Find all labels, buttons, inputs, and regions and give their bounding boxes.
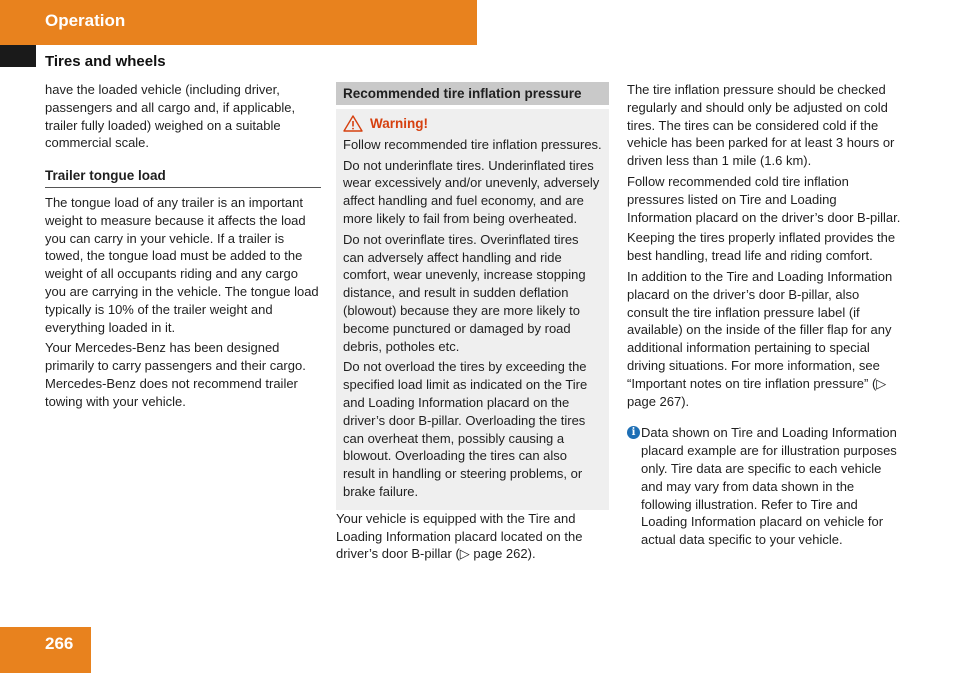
warning-box <box>336 109 609 510</box>
paragraph: In addition to the Tire and Loading Information placard on the driver’s door B-pillar, also consult the tire inflation pressure label (if available) on the inside of the filler flap for any additional information pertaining to special driving situations. For more information, see “Important notes on tire inflation pressure” (▷ page 267). <box>627 268 893 409</box>
warning-paragraph: Follow recommended tire inflation pressures. <box>343 136 602 152</box>
paragraph: Your Mercedes-Benz has been designed primarily to carry passengers and their cargo. Mercedes-Benz does not recommend trailer towing with your vehicle. <box>45 340 306 409</box>
paragraph: The tire inflation pressure should be checked regularly and should only be adjusted on cold tires. The tires can be considered cold if the vehicle has been parked for at least 3 hours or driven less than 1 mile (1.6 km). <box>627 82 895 169</box>
column-left <box>45 81 321 414</box>
section-marker <box>0 45 36 67</box>
section-title: Tires and wheels <box>45 53 166 70</box>
subheading-trailer-tongue-load: Trailer tongue load <box>45 167 321 188</box>
warning-paragraph: Do not overinflate tires. Overinflated tires can adversely affect handling and ride comfort, wear unevenly, increase stopping distance, and result in sudden deflation (blowout) because they are more likely to become punctured or damaged by road debris, potholes etc. <box>343 231 586 354</box>
info-note-text: Data shown on Tire and Loading Information placard example are for illustration purposes only. Tire data are specific to each vehicle and may vary from data shown in the following illustration. Refer to Tire and Loading Information placard on vehicle for actual data specific to your vehicle. <box>641 425 897 548</box>
warning-header <box>343 115 602 133</box>
warning-triangle-icon <box>343 115 363 132</box>
chapter-title: Operation <box>45 11 126 30</box>
info-note <box>627 424 903 549</box>
paragraph: Your vehicle is equipped with the Tire and Loading Information placard located on the driver’s door B-pillar (▷ page 262). <box>336 510 583 562</box>
page-number: 266 <box>45 634 74 653</box>
column-right <box>627 81 903 549</box>
warning-paragraph: Do not underinflate tires. Underinflated tires wear excessively and/or unevenly, adversely affect handling and fuel economy, and are more likely to fail from being overheated. <box>343 157 600 226</box>
box-title: Recommended tire inflation pressure <box>336 82 609 105</box>
column-middle <box>336 82 609 566</box>
paragraph: have the loaded vehicle (including driver, passengers and all cargo and, if applicable, trailer fully loaded) weighed on a suitable commercial scale. <box>45 82 296 151</box>
paragraph: Keeping the tires properly inflated provides the best handling, tread life and riding comfort. <box>627 230 896 264</box>
paragraph: Follow recommended cold tire inflation pressures listed on Tire and Loading Information placard on the driver’s door B-pillar. <box>627 173 901 225</box>
paragraph: The tongue load of any trailer is an important weight to measure because it affects the load you can carry in your vehicle. If a trailer is towed, the tongue load must be added to the weight of all occupants riding and any cargo you are carrying in the vehicle. The tongue load typically is 10% of the trailer weight and everything loaded in it. <box>45 194 319 335</box>
warning-paragraph: Do not overload the tires by exceeding the specified load limit as indicated on the Tire and Loading Information placard on the driver’s door B-pillar. Overloading the tires can overheat them, possibly causing a blowout. Overloading the tires can also result in handling or steering problems, or brake failure. <box>343 359 588 499</box>
info-icon: i <box>627 426 640 439</box>
warning-label: Warning! <box>370 116 428 131</box>
